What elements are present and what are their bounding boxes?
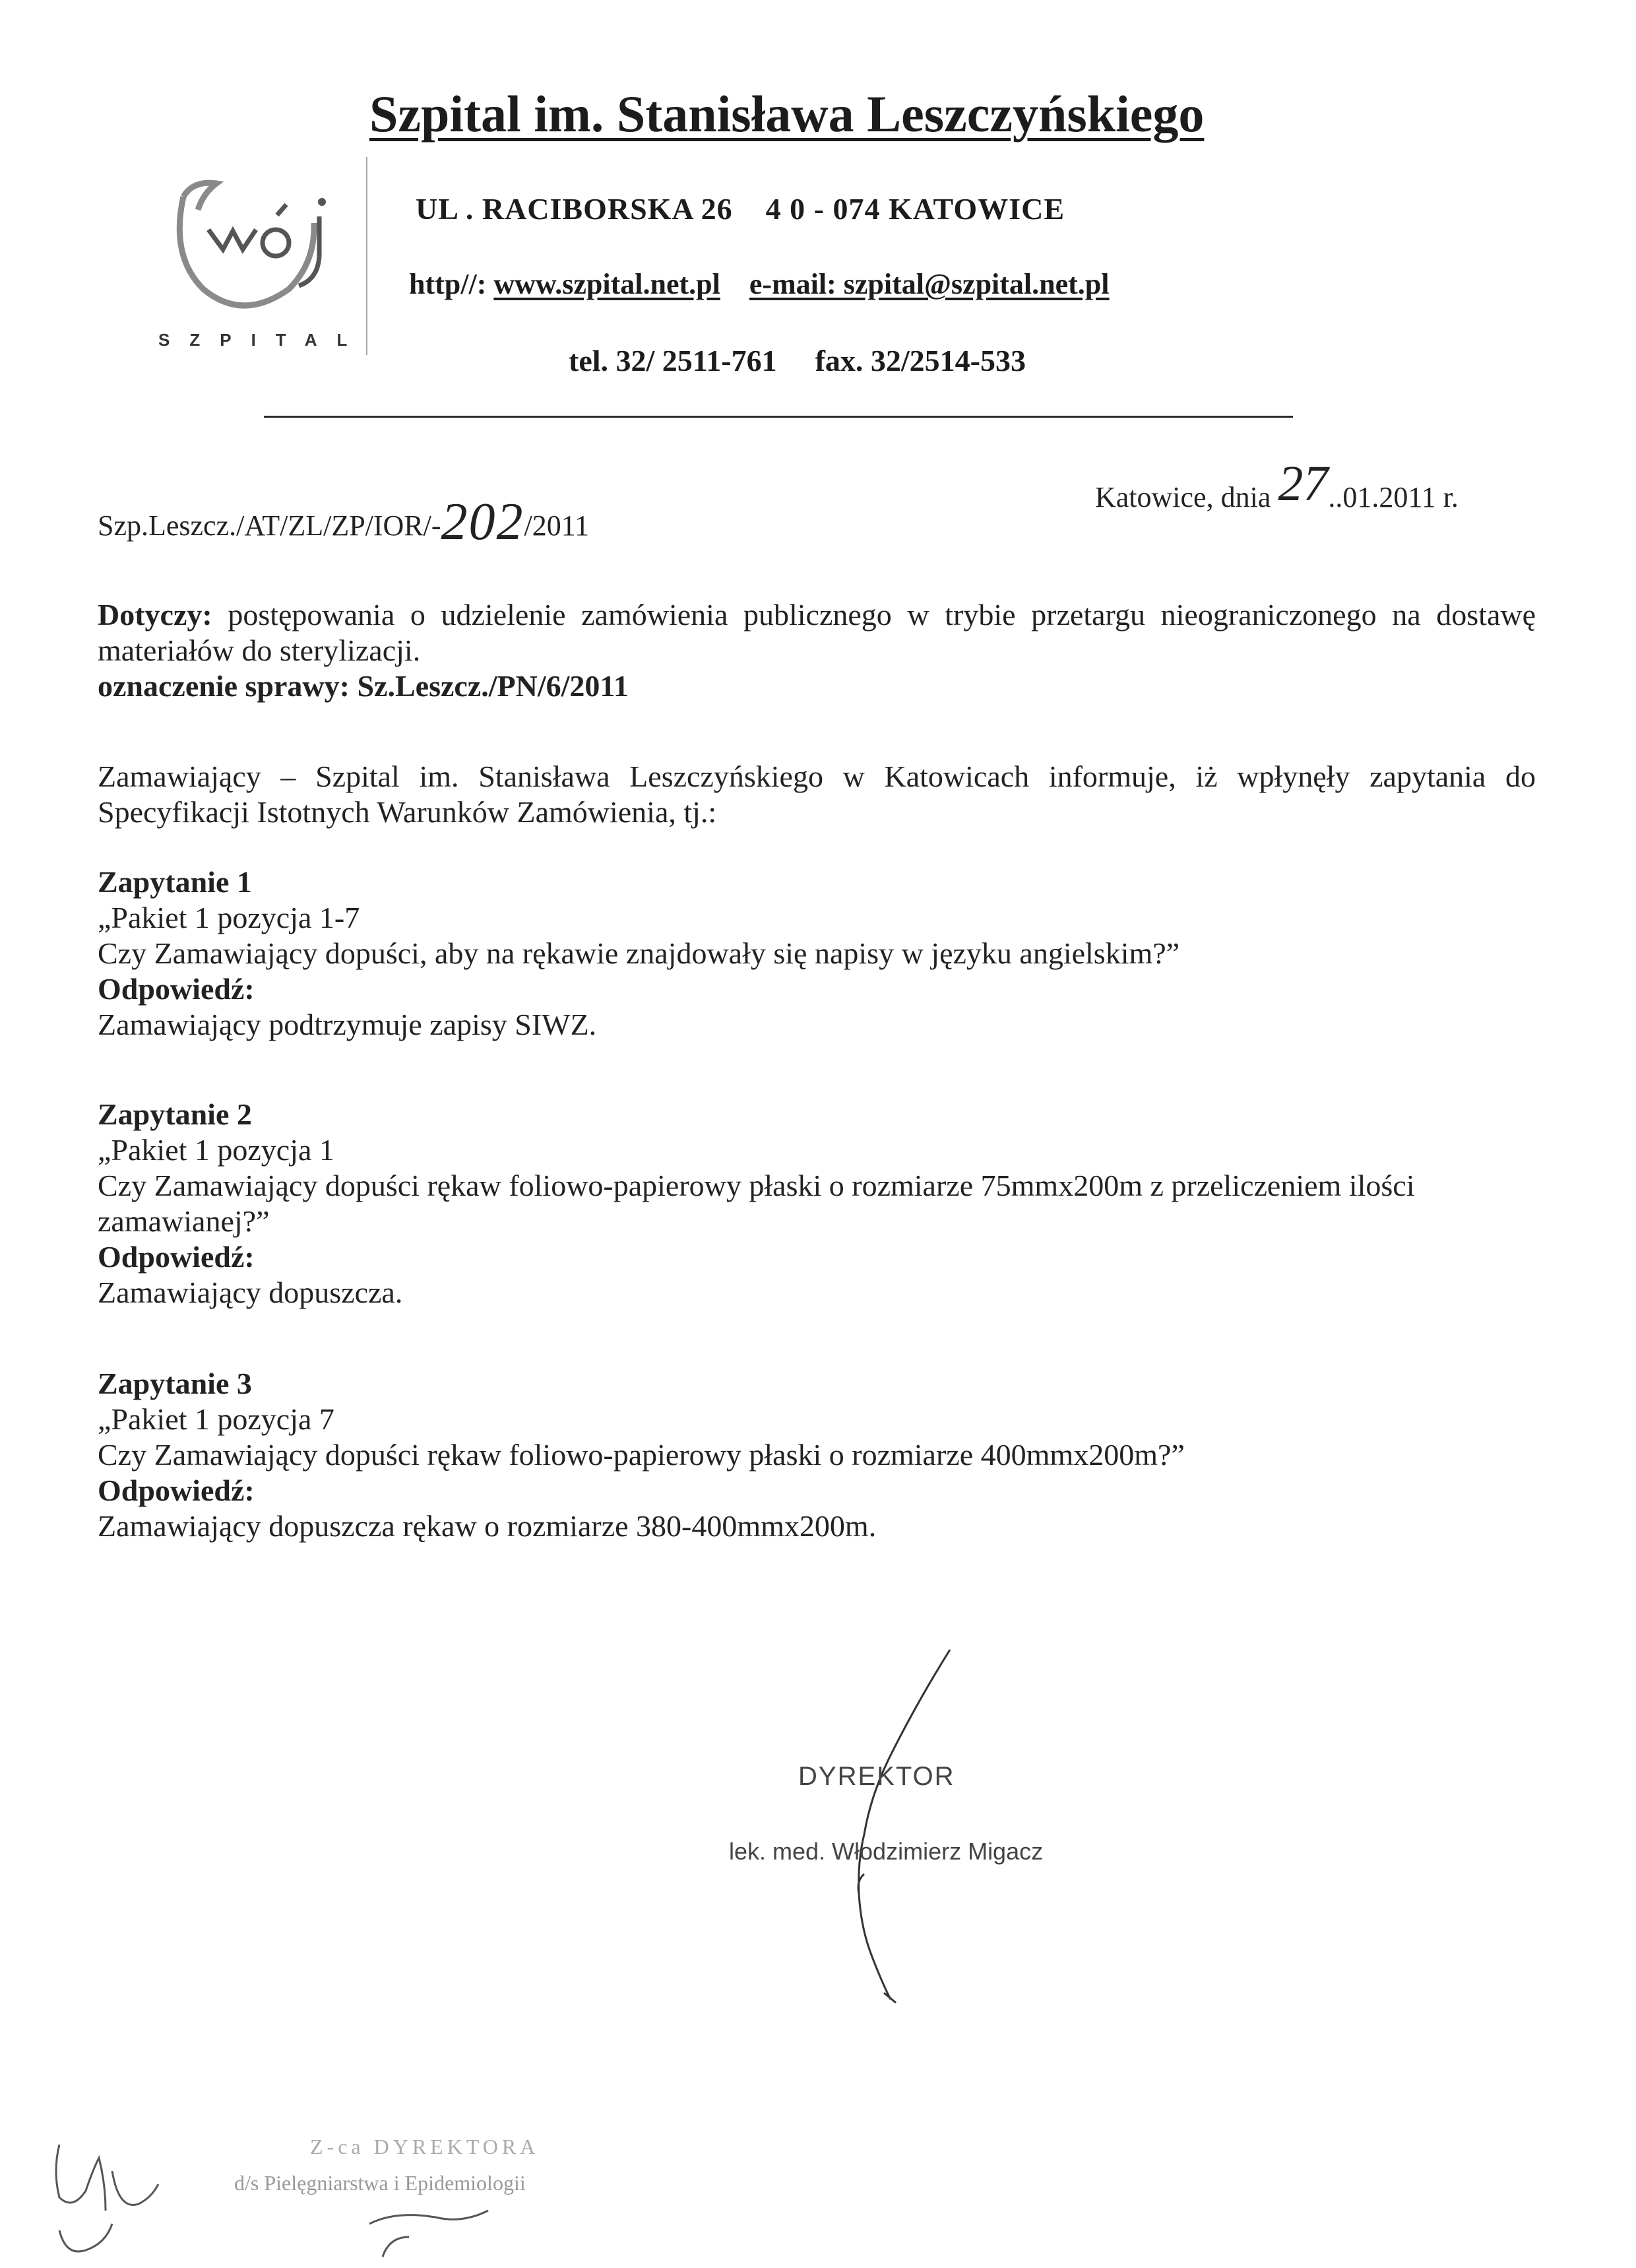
date-prefix: Katowice, dnia (1095, 481, 1278, 513)
answer-text: Zamawiający dopuszcza rękaw o rozmiarze 380-400mmx200m. (98, 1509, 877, 1543)
answer-label: Odpowiedź: (98, 1240, 255, 1274)
phone-contact (569, 343, 1064, 378)
signature-title: DYREKTOR (798, 1762, 955, 1791)
handwritten-number: 202 (441, 493, 524, 551)
subject-label: Dotyczy: (98, 598, 212, 632)
email-link[interactable]: e-mail: szpital@szpital.net.pl (749, 268, 1110, 300)
city-date (1095, 456, 1459, 519)
header-divider (264, 416, 1293, 418)
web-prefix: http//: (409, 268, 494, 300)
question-text: Czy Zamawiający dopuści, aby na rękawie znajdowały się napisy w języku angielskim?” (98, 936, 1180, 970)
question-block-2 (98, 1097, 1536, 1311)
intro-paragraph: Zamawiający – Szpital im. Stanisława Leszczyńskiego w Katowicach informuje, iż wpłynęły zapytania do Specyfikacji Istotnych Warunków Zamówienia, tj.: (98, 760, 1536, 829)
subject-section (98, 597, 1536, 704)
answer-text: Zamawiający podtrzymuje zapisy SIWZ. (98, 1008, 597, 1041)
question-package: „Pakiet 1 pozycja 7 (98, 1402, 334, 1436)
signatory-name: lek. med. Włodzimierz Migacz (729, 1838, 1044, 1865)
address-city: 4 0 - 074 KATOWICE (765, 192, 1065, 226)
phone-number: tel. 32/ 2511-761 (569, 344, 777, 377)
case-reference: oznaczenie sprawy: Sz.Leszcz./PN/6/2011 (98, 669, 629, 703)
stamp-title: Z-ca DYREKTORA (310, 2135, 540, 2158)
web-contact (409, 267, 1110, 301)
reference-prefix: Szp.Leszcz./AT/ZL/ZP/IOR/- (98, 509, 441, 542)
question-package: „Pakiet 1 pozycja 1-7 (98, 901, 360, 934)
handwritten-signature (818, 1643, 1016, 2013)
website-link[interactable]: www.szpital.net.pl (493, 268, 720, 300)
answer-label: Odpowiedź: (98, 1474, 255, 1507)
question-block-1 (98, 864, 1536, 1043)
question-block-3 (98, 1366, 1536, 1544)
stamp-subtitle: d/s Pielęgniarstwa i Epidemiologii (234, 2171, 526, 2195)
answer-label: Odpowiedź: (98, 972, 255, 1006)
address (416, 191, 1098, 226)
question-package: „Pakiet 1 pozycja 1 (98, 1133, 334, 1167)
reference-suffix: /2011 (524, 509, 590, 542)
hospital-name: Szpital im. Stanisława Leszczyńskiego (369, 85, 1205, 143)
question-title: Zapytanie 3 (98, 1367, 252, 1400)
address-street: UL . RACIBORSKA 26 (416, 192, 733, 226)
question-title: Zapytanie 2 (98, 1097, 252, 1131)
question-title: Zapytanie 1 (98, 865, 252, 899)
question-text: Czy Zamawiający dopuści rękaw foliowo-papierowy płaski o rozmiarze 400mmx200m?” (98, 1438, 1185, 1472)
reference-number (98, 488, 590, 551)
fax-number: fax. 32/2514-533 (815, 344, 1026, 377)
answer-text: Zamawiający dopuszcza. (98, 1276, 403, 1309)
subject-text: postępowania o udzielenie zamówienia publicznego w trybie przetargu nieograniczonego na dostawę materiałów do sterylizacji. (98, 598, 1536, 667)
logo-text: SZPITAL (158, 330, 367, 350)
date-suffix: ..01.2011 r. (1328, 481, 1459, 513)
question-text: Czy Zamawiający dopuści rękaw foliowo-papierowy płaski o rozmiarze 75mmx200m z przeliczeniem ilości zamawianej?” (98, 1169, 1415, 1238)
handwritten-day: 27 (1278, 456, 1329, 511)
